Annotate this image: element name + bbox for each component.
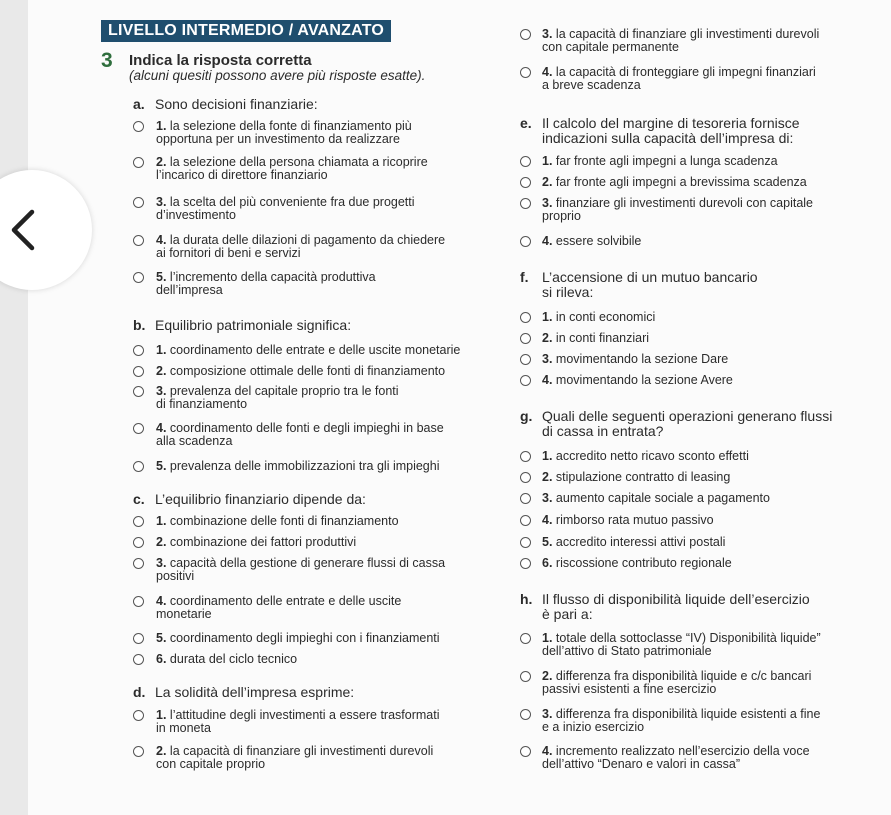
radio-g6[interactable] [520, 558, 531, 569]
radio-c4[interactable] [133, 596, 144, 607]
option-text: coordinamento delle fonti e degli impieghi in base [169, 421, 444, 435]
radio-a3[interactable] [133, 197, 144, 208]
option-text: movimentando la sezione Avere [555, 373, 733, 387]
option-text: far fronte agli impegni a brevissima scadenza [555, 175, 807, 189]
radio-e1[interactable] [520, 156, 531, 167]
option-c3 [156, 557, 445, 583]
exercise-subtitle: (alcuni quesiti possono avere più risposte esatte). [129, 68, 426, 83]
radio-d2[interactable] [133, 746, 144, 757]
radio-b5[interactable] [133, 461, 144, 472]
option-text: la capacità di finanziare gli investimenti durevoli [555, 27, 820, 41]
option-number: 1. [542, 154, 553, 168]
option-number: 5. [156, 459, 167, 473]
option-a2 [156, 156, 428, 182]
question-d [133, 685, 354, 700]
radio-c2[interactable] [133, 537, 144, 548]
option-text: stipulazione contratto di leasing [555, 470, 731, 484]
option-text: la scelta del più conveniente fra due progetti [169, 195, 415, 209]
option-text: accredito netto ricavo sconto effetti [555, 449, 749, 463]
option-g4 [542, 514, 714, 527]
option-text-cont: a breve scadenza [542, 78, 641, 92]
exercise-title: Indica la risposta corretta [129, 52, 312, 69]
option-text: la selezione della persona chiamata a ricoprire [169, 155, 428, 169]
radio-h2[interactable] [520, 671, 531, 682]
option-text-cont: positivi [156, 569, 195, 583]
option-number: 2. [542, 669, 553, 683]
option-c6 [156, 653, 297, 666]
option-text: aumento capitale sociale a pagamento [555, 491, 770, 505]
option-number: 1. [156, 708, 167, 722]
option-text-cont: dell’attivo di Stato patrimoniale [542, 644, 712, 658]
option-text-cont: l’incarico di direttore finanziario [156, 168, 328, 182]
option-e1 [542, 155, 778, 168]
option-c4 [156, 595, 401, 621]
question-text: Quali delle seguenti operazioni generano flussi [542, 408, 833, 424]
question-text: La solidità dell’impresa esprime: [155, 684, 355, 700]
option-number: 3. [542, 27, 553, 41]
radio-b2[interactable] [133, 366, 144, 377]
radio-f3[interactable] [520, 354, 531, 365]
question-text: Sono decisioni finanziarie: [155, 96, 318, 112]
option-text: riscossione contributo regionale [555, 556, 732, 570]
question-letter: a. [133, 96, 145, 112]
question-letter: e. [520, 115, 532, 131]
option-text: combinazione delle fonti di finanziamento [169, 514, 399, 528]
option-text-cont: monetarie [156, 607, 212, 621]
radio-h4[interactable] [520, 746, 531, 757]
option-g1 [542, 450, 749, 463]
option-text-cont: con capitale proprio [156, 757, 266, 771]
option-number: 3. [542, 707, 553, 721]
option-e3 [542, 197, 813, 223]
question-letter: d. [133, 684, 146, 700]
radio-g1[interactable] [520, 451, 531, 462]
option-text-cont: passivi esistenti a fine esercizio [542, 682, 717, 696]
option-c1 [156, 515, 399, 528]
option-text: coordinamento degli impieghi con i finanziamenti [169, 631, 440, 645]
radio-g5[interactable] [520, 537, 531, 548]
option-text-cont: opportuna per un investimento da realizzare [156, 132, 400, 146]
option-number: 3. [542, 196, 553, 210]
question-text-cont: è pari a: [542, 606, 593, 622]
option-text: in conti finanziari [555, 331, 650, 345]
option-h1 [542, 632, 821, 658]
option-b4 [156, 422, 444, 448]
option-text: in conti economici [555, 310, 656, 324]
question-g [520, 409, 832, 439]
option-number: 5. [156, 631, 167, 645]
radio-f4[interactable] [520, 375, 531, 386]
option-c2 [156, 536, 356, 549]
option-h3 [542, 708, 820, 734]
radio-g3[interactable] [520, 493, 531, 504]
option-text: differenza fra disponibilità liquide e c/c bancari [555, 669, 812, 683]
option-g3 [542, 492, 770, 505]
radio-c6[interactable] [133, 654, 144, 665]
option-text: far fronte agli impegni a lunga scadenza [555, 154, 778, 168]
option-d3 [542, 28, 819, 54]
question-c [133, 492, 366, 507]
question-letter: c. [133, 491, 145, 507]
option-b2 [156, 365, 445, 378]
option-number: 4. [156, 594, 167, 608]
question-text: Il calcolo del margine di tesoreria fornisce [542, 115, 800, 131]
option-number: 4. [542, 513, 553, 527]
option-number: 4. [156, 421, 167, 435]
radio-d3[interactable] [520, 29, 531, 40]
option-e2 [542, 176, 807, 189]
option-d1 [156, 709, 440, 735]
option-text-cont: con capitale permanente [542, 40, 679, 54]
radio-a1[interactable] [133, 121, 144, 132]
option-text-cont: di finanziamento [156, 397, 248, 411]
question-text: L’equilibrio finanziario dipende da: [155, 491, 366, 507]
question-b [133, 318, 351, 333]
option-g5 [542, 536, 725, 549]
option-e4 [542, 235, 641, 248]
radio-e4[interactable] [520, 236, 531, 247]
option-a1 [156, 120, 412, 146]
radio-b1[interactable] [133, 345, 144, 356]
option-text: incremento realizzato nell’esercizio della voce [555, 744, 810, 758]
option-a3 [156, 196, 415, 222]
option-number: 4. [542, 373, 553, 387]
option-text: l’attitudine degli investimenti a essere trasformati [169, 708, 440, 722]
question-h [520, 592, 810, 622]
option-number: 4. [156, 233, 167, 247]
option-text: essere solvibile [555, 234, 642, 248]
option-d2 [156, 745, 433, 771]
option-f3 [542, 353, 728, 366]
question-text-cont: indicazioni sulla capacità dell’impresa di: [542, 130, 794, 146]
option-text: la capacità di finanziare gli investimenti durevoli [169, 744, 434, 758]
radio-e2[interactable] [520, 177, 531, 188]
radio-b3[interactable] [133, 386, 144, 397]
question-text: Il flusso di disponibilità liquide dell’esercizio [542, 591, 810, 607]
radio-h1[interactable] [520, 633, 531, 644]
question-e [520, 116, 800, 146]
option-number: 5. [156, 270, 167, 284]
option-text-cont: ai fornitori di beni e servizi [156, 246, 301, 260]
option-number: 1. [542, 631, 553, 645]
option-number: 4. [542, 234, 553, 248]
option-number: 6. [156, 652, 167, 666]
level-banner: LIVELLO INTERMEDIO / AVANZATO [101, 20, 391, 42]
question-letter: h. [520, 591, 533, 607]
option-f2 [542, 332, 649, 345]
question-text: Equilibrio patrimoniale significa: [155, 317, 352, 333]
option-number: 2. [156, 535, 167, 549]
option-number: 2. [542, 470, 553, 484]
radio-b4[interactable] [133, 423, 144, 434]
radio-a5[interactable] [133, 272, 144, 283]
option-number: 1. [156, 119, 167, 133]
option-a4 [156, 234, 445, 260]
option-b1 [156, 344, 460, 357]
option-text: durata del ciclo tecnico [169, 652, 298, 666]
option-text: totale della sottoclasse “IV) Disponibilità liquide” [555, 631, 821, 645]
option-text: rimborso rata mutuo passivo [555, 513, 714, 527]
option-text-cont: dell’impresa [156, 283, 223, 297]
option-number: 3. [156, 195, 167, 209]
option-number: 2. [542, 175, 553, 189]
option-number: 5. [542, 535, 553, 549]
question-a [133, 97, 318, 112]
radio-a4[interactable] [133, 235, 144, 246]
question-letter: b. [133, 317, 146, 333]
option-number: 3. [156, 384, 167, 398]
question-text-cont: si rileva: [542, 284, 594, 300]
option-text: accredito interessi attivi postali [555, 535, 726, 549]
option-number: 3. [542, 352, 553, 366]
option-b5 [156, 460, 440, 473]
option-text: prevalenza del capitale proprio tra le fonti [169, 384, 399, 398]
option-number: 4. [542, 744, 553, 758]
option-text-cont: alla scadenza [156, 434, 233, 448]
question-letter: f. [520, 269, 529, 285]
chevron-left-icon [8, 208, 38, 252]
option-number: 2. [156, 155, 167, 169]
option-c5 [156, 632, 440, 645]
option-g2 [542, 471, 730, 484]
option-text: differenza fra disponibilità liquide esistenti a fine [555, 707, 821, 721]
option-number: 2. [542, 331, 553, 345]
radio-f1[interactable] [520, 312, 531, 323]
option-f1 [542, 311, 655, 324]
question-letter: g. [520, 408, 533, 424]
option-h2 [542, 670, 811, 696]
question-text-cont: di cassa in entrata? [542, 423, 664, 439]
radio-e3[interactable] [520, 198, 531, 209]
option-f4 [542, 374, 733, 387]
option-number: 4. [542, 65, 553, 79]
option-text: l’incremento della capacità produttiva [169, 270, 376, 284]
option-text: finanziare gli investimenti durevoli con capitale [555, 196, 814, 210]
radio-c5[interactable] [133, 633, 144, 644]
radio-d1[interactable] [133, 710, 144, 721]
option-number: 2. [156, 744, 167, 758]
left-margin-strip [0, 0, 28, 815]
previous-page-button[interactable] [0, 170, 92, 290]
option-b3 [156, 385, 399, 411]
option-number: 3. [542, 491, 553, 505]
option-text: coordinamento delle entrate e delle uscite monetarie [169, 343, 461, 357]
radio-f2[interactable] [520, 333, 531, 344]
radio-d4[interactable] [520, 67, 531, 78]
radio-g4[interactable] [520, 515, 531, 526]
radio-h3[interactable] [520, 709, 531, 720]
radio-a2[interactable] [133, 157, 144, 168]
radio-c3[interactable] [133, 558, 144, 569]
option-d4 [542, 66, 816, 92]
option-text: coordinamento delle entrate e delle uscite [169, 594, 402, 608]
option-text: la capacità di fronteggiare gli impegni finanziari [555, 65, 816, 79]
option-a5 [156, 271, 376, 297]
option-text-cont: d’investimento [156, 208, 236, 222]
radio-c1[interactable] [133, 516, 144, 527]
option-number: 6. [542, 556, 553, 570]
option-text: combinazione dei fattori produttivi [169, 535, 357, 549]
option-text-cont: in moneta [156, 721, 211, 735]
option-text-cont: proprio [542, 209, 581, 223]
option-text: movimentando la sezione Dare [555, 352, 729, 366]
question-text: L’accensione di un mutuo bancario [542, 269, 758, 285]
question-f [520, 270, 758, 300]
option-text: prevalenza delle immobilizzazioni tra gli impieghi [169, 459, 440, 473]
exercise-number: 3 [101, 49, 113, 72]
radio-g2[interactable] [520, 472, 531, 483]
option-number: 1. [156, 514, 167, 528]
option-number: 2. [156, 364, 167, 378]
option-number: 3. [156, 556, 167, 570]
option-text: la durata delle dilazioni di pagamento da chiedere [169, 233, 446, 247]
option-text: composizione ottimale delle fonti di finanziamento [169, 364, 446, 378]
option-number: 1. [542, 449, 553, 463]
option-number: 1. [542, 310, 553, 324]
option-g6 [542, 557, 732, 570]
option-text: capacità della gestione di generare flussi di cassa [169, 556, 446, 570]
option-text-cont: e a inizio esercizio [542, 720, 645, 734]
option-number: 1. [156, 343, 167, 357]
option-h4 [542, 745, 810, 771]
option-text: la selezione della fonte di finanziamento più [169, 119, 412, 133]
option-text-cont: dell’attivo “Denaro e valori in cassa” [542, 757, 741, 771]
